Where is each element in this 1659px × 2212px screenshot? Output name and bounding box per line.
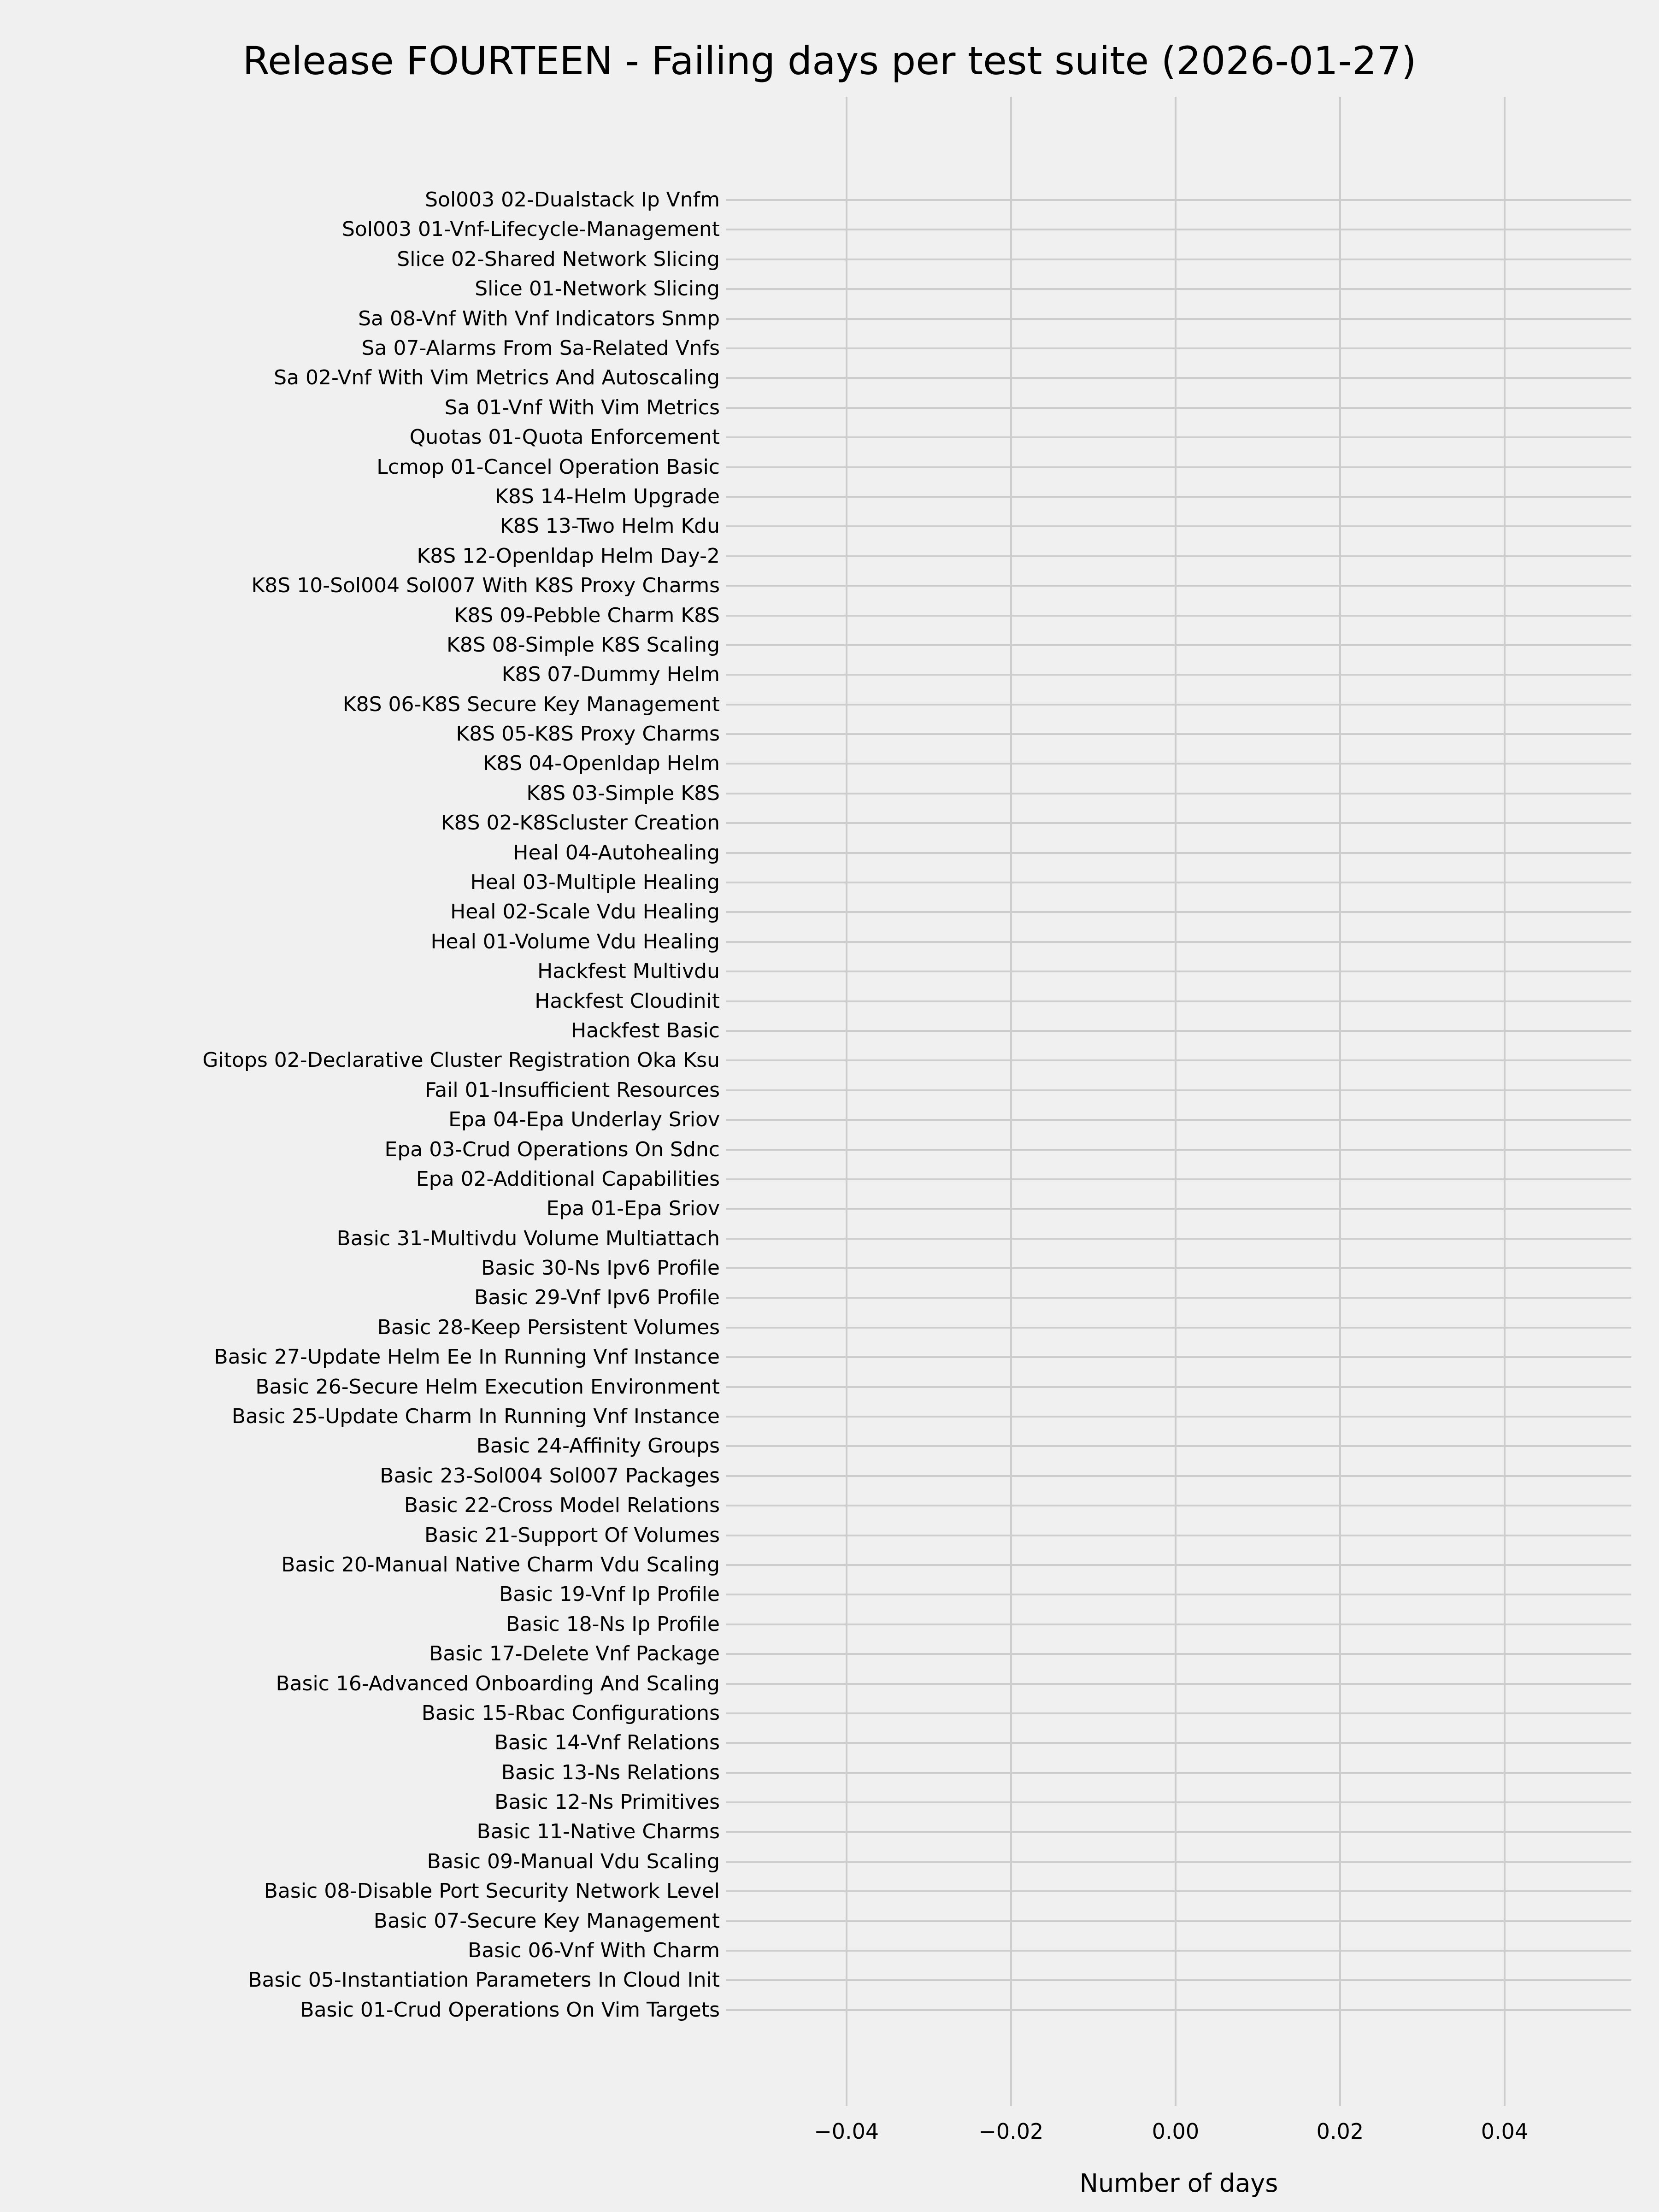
- y-tick-label: Basic 20-Manual Native Charm Vdu Scaling: [281, 1553, 720, 1577]
- y-tick-label: Basic 07-Secure Key Management: [373, 1909, 720, 1933]
- y-tick-label: Basic 31-Multivdu Volume Multiattach: [336, 1226, 720, 1250]
- y-tick-label: Heal 03-Multiple Healing: [470, 871, 720, 894]
- y-tick-label: Heal 04-Autohealing: [513, 841, 720, 865]
- y-tick-label: Sol003 02-Dualstack Ip Vnfm: [425, 188, 720, 212]
- y-tick-label: Basic 15-Rbac Configurations: [421, 1701, 720, 1725]
- y-tick-label: Basic 22-Cross Model Relations: [404, 1494, 720, 1518]
- y-tick-label: Epa 03-Crud Operations On Sdnc: [384, 1137, 720, 1161]
- y-tick-label: Epa 01-Epa Sriov: [546, 1197, 720, 1221]
- y-tick-label: Basic 14-Vnf Relations: [494, 1731, 720, 1755]
- y-tick-label: Basic 21-Support Of Volumes: [424, 1523, 720, 1547]
- y-tick-label: Basic 06-Vnf With Charm: [468, 1939, 720, 1962]
- y-tick-label: Fail 01-Insufficient Resources: [424, 1078, 720, 1102]
- chart-title: Release FOURTEEN - Failing days per test suite (2026-01-27): [242, 38, 1417, 83]
- y-tick-label: Lcmop 01-Cancel Operation Basic: [377, 455, 720, 479]
- y-tick-label: Slice 02-Shared Network Slicing: [397, 247, 720, 271]
- y-tick-label: Epa 02-Additional Capabilities: [416, 1167, 720, 1191]
- y-tick-label: Basic 08-Disable Port Security Network Level: [264, 1879, 720, 1903]
- y-tick-label: Basic 18-Ns Ip Profile: [506, 1612, 720, 1636]
- y-tick-label: Basic 19-Vnf Ip Profile: [499, 1583, 720, 1606]
- y-tick-label: Sa 07-Alarms From Sa-Related Vnfs: [361, 336, 720, 360]
- y-tick-label: Hackfest Basic: [571, 1018, 720, 1042]
- y-tick-label: Basic 24-Affinity Groups: [476, 1434, 720, 1458]
- y-tick-label: Sa 08-Vnf With Vnf Indicators Snmp: [358, 306, 720, 330]
- y-tick-label: K8S 09-Pebble Charm K8S: [454, 603, 720, 627]
- y-tick-label: Basic 13-Ns Relations: [501, 1760, 720, 1784]
- y-tick-label: Basic 09-Manual Vdu Scaling: [427, 1849, 720, 1873]
- x-axis-title: Number of days: [1079, 2169, 1278, 2198]
- y-tick-label: Basic 29-Vnf Ipv6 Profile: [474, 1286, 720, 1310]
- y-tick-label: K8S 03-Simple K8S: [526, 781, 720, 805]
- y-tick-label: K8S 02-K8Scluster Creation: [441, 811, 720, 835]
- x-tick-label: 0.02: [1316, 2119, 1364, 2144]
- y-tick-label: Heal 01-Volume Vdu Healing: [430, 930, 720, 953]
- y-tick-label: Hackfest Cloudinit: [535, 989, 720, 1013]
- y-tick-label: Sol003 01-Vnf-Lifecycle-Management: [341, 218, 720, 241]
- x-tick-label: 0.00: [1152, 2119, 1200, 2144]
- x-tick-label: −0.02: [978, 2119, 1044, 2144]
- y-tick-label: K8S 12-Openldap Helm Day-2: [417, 544, 720, 568]
- y-tick-label: K8S 10-Sol004 Sol007 With K8S Proxy Charms: [251, 574, 720, 598]
- y-tick-label: Quotas 01-Quota Enforcement: [409, 425, 720, 449]
- y-tick-label: K8S 04-Openldap Helm: [483, 752, 720, 776]
- y-tick-label: K8S 05-K8S Proxy Charms: [456, 722, 720, 746]
- y-tick-label: Heal 02-Scale Vdu Healing: [450, 900, 720, 924]
- y-tick-label: Basic 30-Ns Ipv6 Profile: [481, 1256, 720, 1280]
- y-tick-label: Basic 17-Delete Vnf Package: [429, 1642, 720, 1666]
- y-tick-label: Basic 01-Crud Operations On Vim Targets: [300, 1998, 720, 2022]
- y-tick-label: K8S 14-Helm Upgrade: [495, 484, 720, 508]
- y-tick-label: Slice 01-Network Slicing: [475, 277, 720, 301]
- y-tick-label: Basic 25-Update Charm In Running Vnf Instance: [231, 1405, 720, 1428]
- y-tick-label: Epa 04-Epa Underlay Sriov: [448, 1108, 720, 1132]
- y-tick-label: K8S 13-Two Helm Kdu: [500, 514, 720, 538]
- y-tick-label: Hackfest Multivdu: [537, 959, 720, 983]
- y-tick-label: Basic 16-Advanced Onboarding And Scaling: [276, 1671, 720, 1695]
- y-tick-label: Gitops 02-Declarative Cluster Registration Oka Ksu: [202, 1048, 720, 1072]
- x-tick-label: −0.04: [814, 2119, 879, 2144]
- y-tick-label: Basic 05-Instantiation Parameters In Cloud Init: [248, 1968, 720, 1992]
- y-tick-label: Sa 01-Vnf With Vim Metrics: [444, 395, 720, 419]
- y-tick-label: K8S 06-K8S Secure Key Management: [342, 692, 720, 716]
- y-tick-label: K8S 07-Dummy Helm: [501, 663, 720, 687]
- y-tick-label: Basic 27-Update Helm Ee In Running Vnf Instance: [214, 1345, 720, 1369]
- y-tick-label: Basic 23-Sol004 Sol007 Packages: [380, 1464, 720, 1488]
- y-tick-label: Basic 11-Native Charms: [477, 1820, 720, 1844]
- y-tick-label: K8S 08-Simple K8S Scaling: [447, 633, 720, 657]
- y-tick-label: Basic 12-Ns Primitives: [494, 1790, 720, 1814]
- x-tick-label: 0.04: [1481, 2119, 1529, 2144]
- y-tick-label: Basic 28-Keep Persistent Volumes: [377, 1315, 720, 1339]
- y-tick-label: Sa 02-Vnf With Vim Metrics And Autoscaling: [274, 366, 720, 390]
- y-tick-label: Basic 26-Secure Helm Execution Environment: [255, 1375, 720, 1399]
